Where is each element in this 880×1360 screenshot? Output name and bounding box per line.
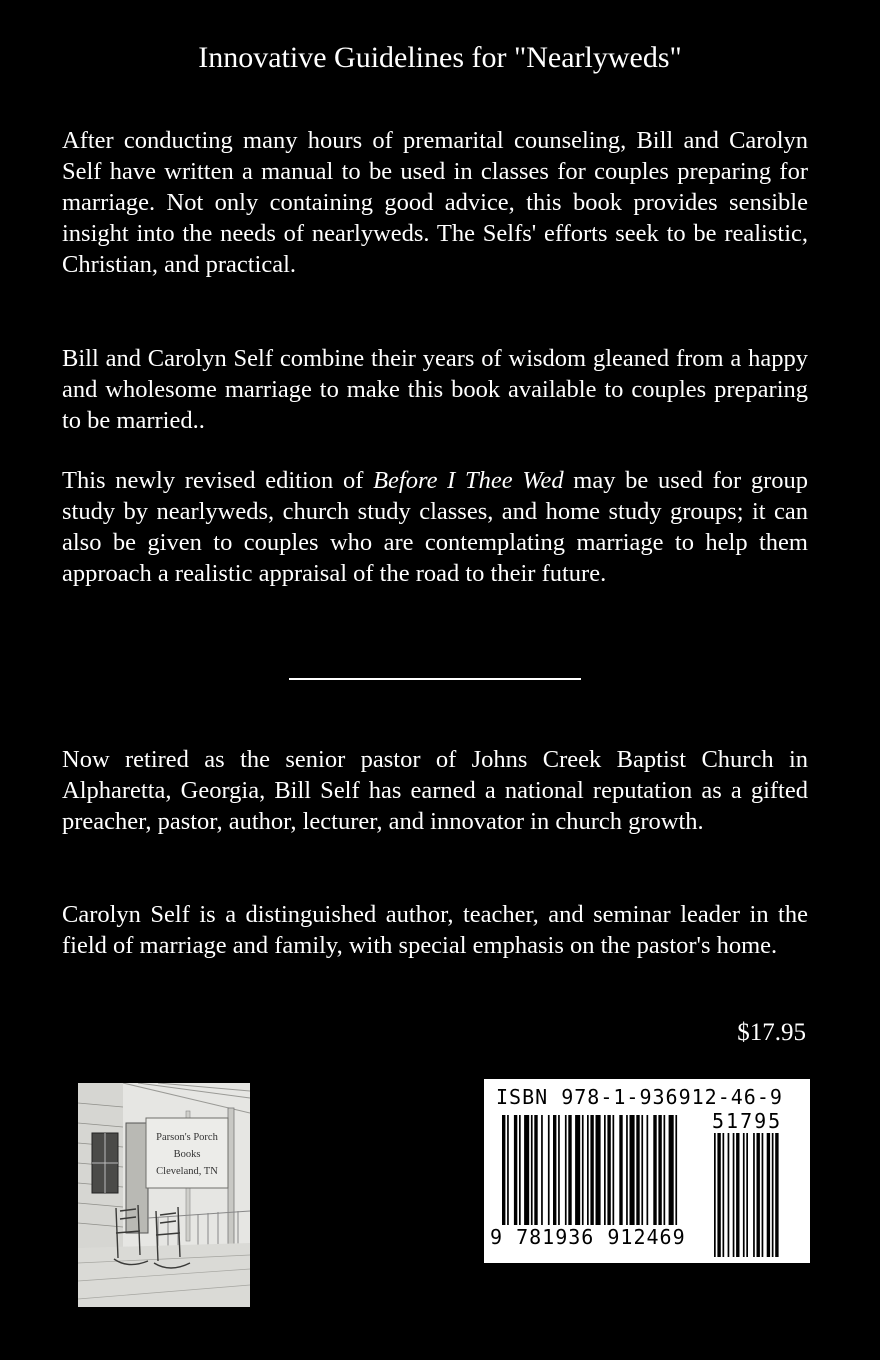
ean-digits: 9 781936 912469 bbox=[490, 1225, 686, 1249]
back-cover-title: Innovative Guidelines for "Nearlyweds" bbox=[198, 41, 682, 74]
isbn-number: ISBN 978-1-936912-46-9 bbox=[496, 1085, 783, 1109]
description-paragraph-1: After conducting many hours of premarital counseling, Bill and Carolyn Self have written a manual to be used in classes for couples preparing for marriage. Not only containing good advice, this book provides sensible insight into the needs of nearlyweds. The Selfs' efforts seek to be realistic, Christian, and practical. bbox=[62, 127, 808, 278]
author-bio-carolyn: Carolyn Self is a distinguished author, teacher, and seminar leader in the field of marriage and family, with special emphasis on the pastor's home. bbox=[62, 901, 808, 959]
publisher-name-line1: Parson's Porch bbox=[156, 1132, 218, 1143]
barcode-price-code: 51795 bbox=[712, 1109, 783, 1133]
publisher-logo bbox=[78, 1083, 250, 1307]
paragraph-3-text-start: This newly revised edition of bbox=[62, 467, 374, 494]
description-paragraph-3 bbox=[62, 465, 808, 589]
porch-sketch-image bbox=[78, 1083, 250, 1307]
section-divider bbox=[289, 678, 581, 680]
publisher-location: Cleveland, TN bbox=[156, 1166, 218, 1177]
paragraph-3-text-end: may be used for group study by nearlyweds, church study classes, and home study groups; it can also be given to couples who are contemplating marriage to help them approach a realistic appraisal of the road to their future. bbox=[62, 467, 808, 587]
publisher-name-line2: Books bbox=[173, 1149, 201, 1160]
description-paragraph-2: Bill and Carolyn Self combine their years of wisdom gleaned from a happy and wholesome marriage to make this book available to couples preparing to be married.. bbox=[62, 345, 808, 434]
isbn-barcode bbox=[484, 1079, 810, 1263]
price-label: $17.95 bbox=[737, 1019, 806, 1046]
author-bio-bill: Now retired as the senior pastor of Johns Creek Baptist Church in Alpharetta, Georgia, Bill Self has earned a national reputation as a gifted preacher, pastor, author, lecturer, and innovator in church growth. bbox=[62, 746, 808, 835]
book-title-italic: Before I Thee Wed bbox=[373, 467, 564, 494]
